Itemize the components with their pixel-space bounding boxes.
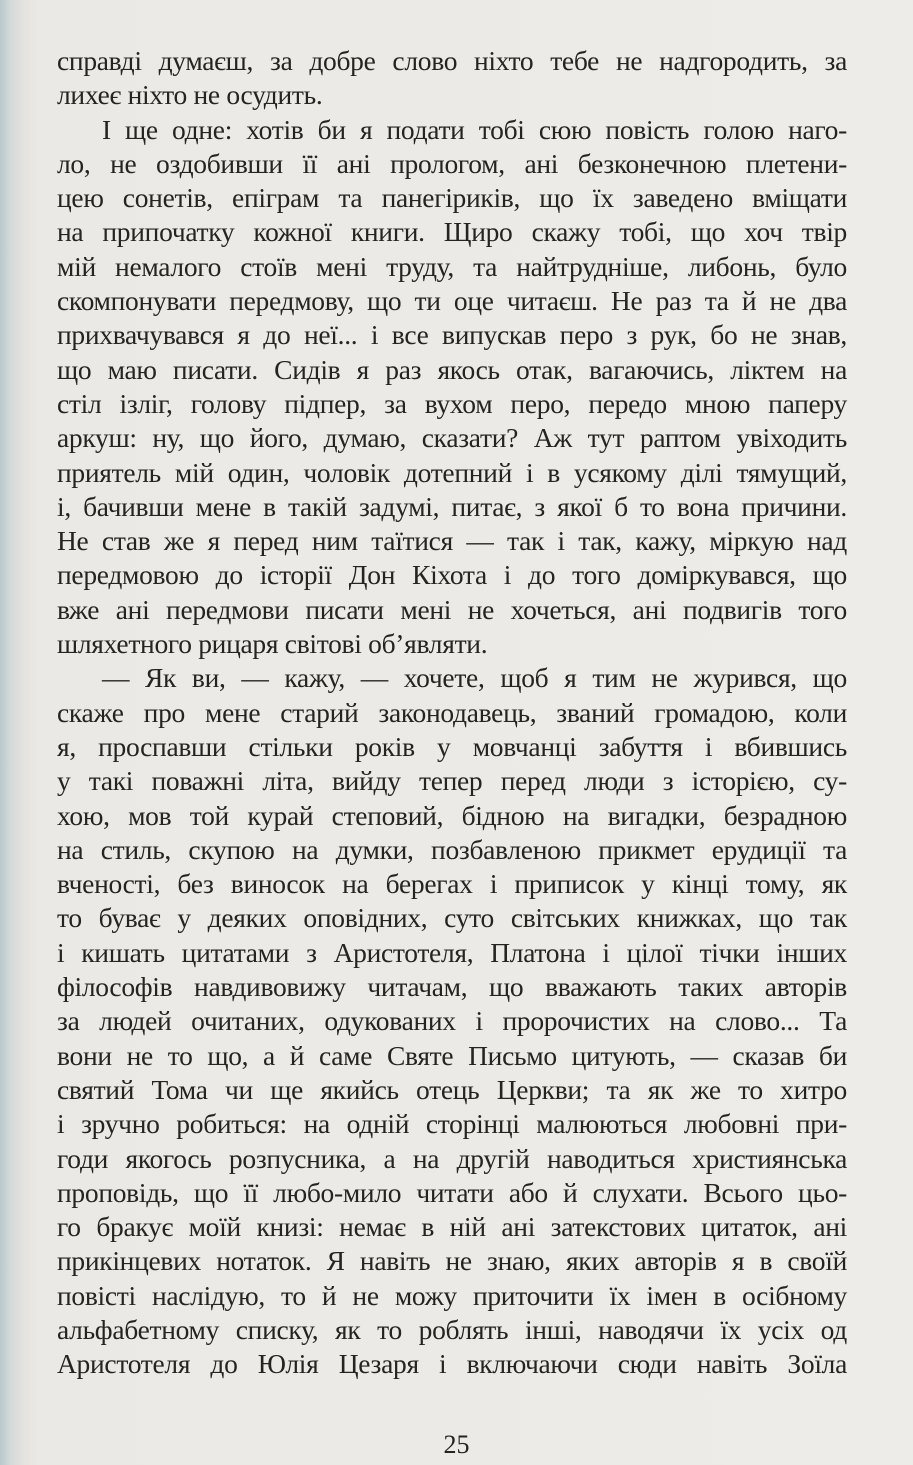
text-line: повісті наслідую, то й не можу приточити їх імен в осібному [57, 1279, 847, 1311]
text-line: проповідь, що її любо-мило читати або й слухати. Всього цьо- [57, 1176, 847, 1208]
text-line: го бракує моїй книзі: немає в ній ані затекстових цитаток, ані [57, 1211, 847, 1243]
text-line: Аристотеля до Юлія Цезаря і включаючи сюди навіть Зоїла [57, 1348, 847, 1380]
text-line: на стиль, скупою на думки, позбавленою прикмет ерудиції та [57, 833, 847, 865]
text-line: і зручно робиться: на одній сторінці малюються любовні при- [57, 1108, 847, 1140]
text-line: хою, мов той курай степовий, бідною на вигадки, безрадною [57, 799, 847, 831]
text-line: аркуш: ну, що його, думаю, сказати? Аж тут раптом увіходить [57, 422, 847, 454]
text-line: прикінцевих нотаток. Я навіть не знаю, яких авторів я в своїй [57, 1245, 847, 1277]
text-line: вже ані передмови писати мені не хочеться, ані подвигів того [57, 593, 847, 625]
text-line: стіл ізліг, голову підпер, за вухом перо, передо мною паперу [57, 387, 847, 419]
text-line: ло, не оздобивши її ані прологом, ані безконечною плетени- [57, 147, 847, 179]
text-line: годи якогось розпусника, а на другій наводиться християнська [57, 1142, 847, 1174]
text-line: Не став же я перед ним таїтися — так і так, кажу, міркую над [57, 525, 847, 557]
text-line: мій немалого стоїв мені труду, та найтрудніше, либонь, було [57, 250, 847, 282]
text-line: цею сонетів, епіграм та панегіриків, що їх заведено вміщати [57, 182, 847, 214]
text-line: скаже про мене старий законодавець, званий громадою, коли [57, 696, 847, 728]
text-line: скомпонувати передмову, що ти оце читаєш. Не раз та й не два [57, 285, 847, 317]
text-line: що маю писати. Сидів я раз якось отак, вагаючись, ліктем на [57, 353, 847, 385]
text-line: святий Тома чи ще якийсь отець Церкви; та як же то хитро [57, 1073, 847, 1105]
text-line: шляхетного рицаря світові об’являти. [57, 628, 488, 660]
text-line: філософів навдивовижу читачам, що вважають таких авторів [57, 971, 847, 1003]
text-line: прихвачувався я до неї... і все випускав перо з рук, бо не знав, [57, 319, 847, 351]
text-line: вченості, без виносок на берегах і приписок у кінці тому, як [57, 868, 847, 900]
text-line: І ще одне: хотів би я подати тобі сюю повість голою наго- [102, 113, 847, 145]
text-line: за людей очитаних, одукованих і пророчистих на слово... Та [57, 1005, 847, 1037]
text-line: на припочатку кожної книги. Щиро скажу тобі, що хоч твір [57, 216, 847, 248]
text-line: я, проспавши стільки років у мовчанці забуття і вбившись [57, 730, 847, 762]
text-line: і кишать цитатами з Аристотеля, Платона і цілої тічки інших [57, 936, 847, 968]
text-line: у такі поважні літа, вийду тепер перед люди з історією, су- [57, 765, 847, 797]
text-line: передмовою до історії Дон Кіхота і до того доміркувався, що [57, 559, 847, 591]
body-text [57, 44, 847, 1382]
text-line: альфабетному списку, як то роблять інші, наводячи їх усіх од [57, 1313, 847, 1345]
text-line: і, бачивши мене в такій задумі, питає, з якої б то вона причини. [57, 490, 847, 522]
text-line: — Як ви, — кажу, — хочете, щоб я тим не журився, що [102, 662, 847, 694]
text-line: лихеє ніхто не осудить. [57, 79, 323, 111]
text-line: справді думаєш, за добре слово ніхто тебе не надгородить, за [57, 45, 847, 76]
text-line: вони не то що, а й саме Святе Письмо цитують, — сказав би [57, 1039, 847, 1071]
text-line: то буває у деяких оповідних, суто світських книжках, що так [57, 902, 847, 934]
text-line: приятель мій один, чоловік дотепний і в усякому ділі тямущий, [57, 456, 847, 488]
page-number: 25 [443, 1430, 470, 1459]
